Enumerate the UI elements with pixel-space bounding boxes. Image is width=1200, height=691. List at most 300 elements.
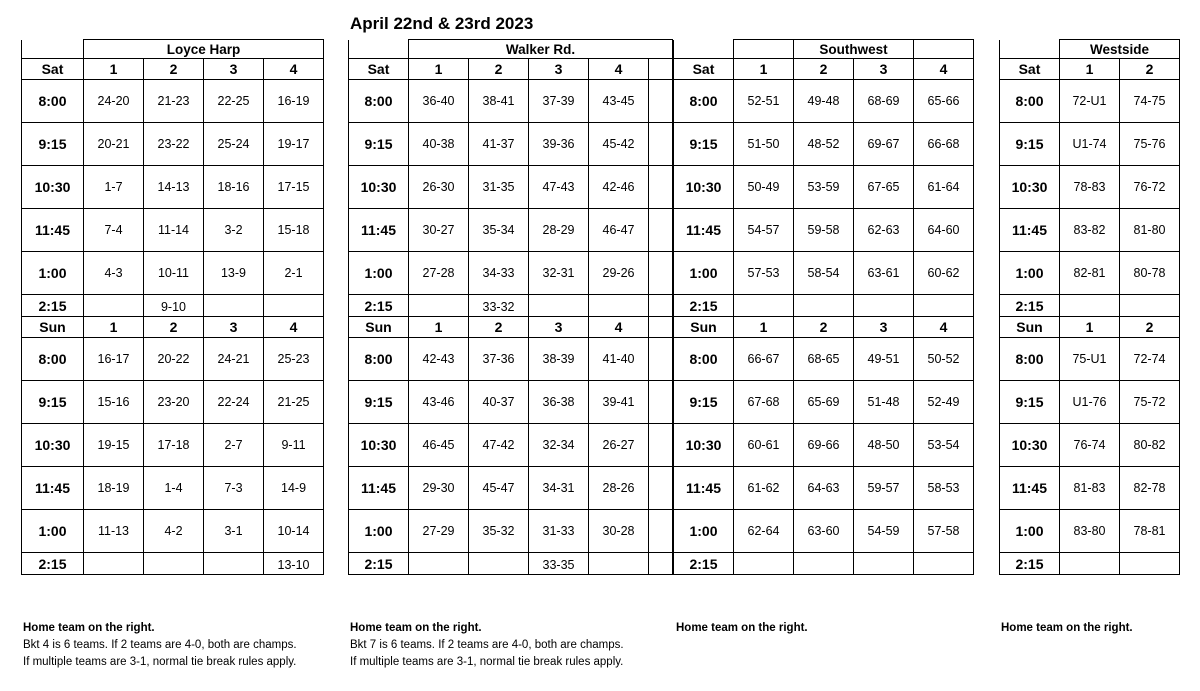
time-slot-row — [1000, 166, 1180, 209]
court-header: 1 — [1060, 59, 1120, 80]
game-cell: 43-45 — [589, 80, 649, 123]
game-cell: 34-31 — [529, 467, 589, 510]
game-cell: 9-11 — [264, 424, 324, 467]
game-cell: 63-60 — [794, 510, 854, 553]
game-cell: 66-68 — [914, 123, 974, 166]
day-label: Sat — [1000, 59, 1060, 80]
time-label: 1:00 — [349, 252, 409, 295]
court-header: 2 — [794, 317, 854, 338]
game-cell: 17-18 — [144, 424, 204, 467]
court-header: 3 — [529, 59, 589, 80]
game-cell: 10-14 — [264, 510, 324, 553]
game-cell: 37-39 — [529, 80, 589, 123]
spacer-cell — [649, 381, 673, 424]
game-cell: 49-51 — [854, 338, 914, 381]
time-slot-row — [22, 381, 324, 424]
game-cell: 50-52 — [914, 338, 974, 381]
time-slot-row — [1000, 424, 1180, 467]
day-label: Sat — [674, 59, 734, 80]
spacer-cell — [649, 80, 673, 123]
game-cell: 13-10 — [264, 553, 324, 575]
game-cell: 38-41 — [469, 80, 529, 123]
notes-walker-rd — [350, 620, 624, 671]
game-cell — [914, 553, 974, 575]
game-cell: 15-18 — [264, 209, 324, 252]
game-cell: 35-32 — [469, 510, 529, 553]
game-cell: 82-78 — [1120, 467, 1180, 510]
game-cell: 25-24 — [204, 123, 264, 166]
time-slot-row — [22, 123, 324, 166]
game-cell: 23-22 — [144, 123, 204, 166]
court-header: 4 — [914, 317, 974, 338]
game-cell: 11-14 — [144, 209, 204, 252]
time-label: 9:15 — [349, 381, 409, 424]
court-header: 4 — [914, 59, 974, 80]
game-cell — [734, 295, 794, 317]
game-cell: 46-47 — [589, 209, 649, 252]
court-header: 3 — [204, 59, 264, 80]
game-cell: 34-33 — [469, 252, 529, 295]
time-slot-row — [1000, 381, 1180, 424]
game-cell: 16-19 — [264, 80, 324, 123]
game-cell — [794, 295, 854, 317]
court-header: 2 — [469, 317, 529, 338]
time-label: 10:30 — [22, 166, 84, 209]
note-line: Home team on the right. — [23, 622, 155, 634]
venue-header-blank — [1000, 40, 1060, 59]
game-cell: 40-37 — [469, 381, 529, 424]
game-cell: 68-65 — [794, 338, 854, 381]
game-cell: 62-63 — [854, 209, 914, 252]
time-slot-row — [674, 553, 974, 575]
time-slot-row — [1000, 338, 1180, 381]
time-label: 1:00 — [349, 510, 409, 553]
game-cell: 3-1 — [204, 510, 264, 553]
game-cell: 48-50 — [854, 424, 914, 467]
spacer-cell — [649, 59, 673, 80]
time-label: 11:45 — [22, 467, 84, 510]
note-line: Home team on the right. — [350, 622, 482, 634]
game-cell: 69-67 — [854, 123, 914, 166]
day-label: Sun — [349, 317, 409, 338]
game-cell: 52-49 — [914, 381, 974, 424]
game-cell: 75-76 — [1120, 123, 1180, 166]
game-cell: 68-69 — [854, 80, 914, 123]
game-cell: 36-38 — [529, 381, 589, 424]
time-slot-row — [22, 166, 324, 209]
game-cell: 4-2 — [144, 510, 204, 553]
time-slot-row — [674, 166, 974, 209]
game-cell: 17-15 — [264, 166, 324, 209]
game-cell: 80-82 — [1120, 424, 1180, 467]
game-cell: 40-38 — [409, 123, 469, 166]
game-cell: 58-53 — [914, 467, 974, 510]
game-cell — [264, 295, 324, 317]
time-slot-row — [349, 209, 673, 252]
venue-name: Southwest — [794, 40, 914, 59]
note-line: Home team on the right. — [676, 622, 808, 634]
time-label: 1:00 — [674, 252, 734, 295]
game-cell — [914, 295, 974, 317]
game-cell: 57-58 — [914, 510, 974, 553]
court-header: 4 — [264, 317, 324, 338]
venue-header-blank — [349, 40, 409, 59]
time-label: 1:00 — [674, 510, 734, 553]
time-slot-row — [674, 252, 974, 295]
game-cell: 26-30 — [409, 166, 469, 209]
game-cell: 32-31 — [529, 252, 589, 295]
game-cell: 14-9 — [264, 467, 324, 510]
time-label: 9:15 — [1000, 381, 1060, 424]
game-cell: 78-81 — [1120, 510, 1180, 553]
game-cell: 14-13 — [144, 166, 204, 209]
game-cell: 1-4 — [144, 467, 204, 510]
venue-panel-southwest — [673, 39, 974, 575]
time-label: 2:15 — [22, 553, 84, 575]
time-label: 11:45 — [349, 467, 409, 510]
game-cell: 22-25 — [204, 80, 264, 123]
time-slot-row — [674, 295, 974, 317]
court-header: 1 — [1060, 317, 1120, 338]
game-cell: 4-3 — [84, 252, 144, 295]
game-cell — [734, 553, 794, 575]
game-cell: 25-23 — [264, 338, 324, 381]
spacer-cell — [649, 252, 673, 295]
time-slot-row — [674, 467, 974, 510]
time-slot-row — [22, 80, 324, 123]
page-title: April 22nd & 23rd 2023 — [350, 14, 534, 33]
time-label: 10:30 — [349, 166, 409, 209]
game-cell — [589, 553, 649, 575]
game-cell: 24-21 — [204, 338, 264, 381]
court-header: 1 — [84, 317, 144, 338]
game-cell: 65-69 — [794, 381, 854, 424]
game-cell: 76-72 — [1120, 166, 1180, 209]
time-label: 10:30 — [1000, 424, 1060, 467]
game-cell: 51-48 — [854, 381, 914, 424]
time-label: 9:15 — [349, 123, 409, 166]
day-label: Sun — [22, 317, 84, 338]
time-label: 9:15 — [22, 381, 84, 424]
game-cell: 3-2 — [204, 209, 264, 252]
court-header: 1 — [409, 59, 469, 80]
game-cell: 57-53 — [734, 252, 794, 295]
game-cell — [854, 295, 914, 317]
schedule-table — [999, 39, 1180, 575]
game-cell: 72-U1 — [1060, 80, 1120, 123]
time-slot-row — [22, 553, 324, 575]
time-label: 2:15 — [674, 295, 734, 317]
time-slot-row — [22, 510, 324, 553]
note-line: If multiple teams are 3-1, normal tie break rules apply. — [350, 656, 624, 668]
game-cell: 22-24 — [204, 381, 264, 424]
court-header: 2 — [469, 59, 529, 80]
court-header: 2 — [794, 59, 854, 80]
time-label: 10:30 — [674, 166, 734, 209]
spacer-cell — [649, 295, 673, 317]
spacer-cell — [649, 553, 673, 575]
game-cell: 54-57 — [734, 209, 794, 252]
game-cell: 83-80 — [1060, 510, 1120, 553]
spacer-cell — [649, 317, 673, 338]
game-cell: 69-66 — [794, 424, 854, 467]
venue-panel-westside — [999, 39, 1180, 575]
game-cell: 9-10 — [144, 295, 204, 317]
spacer-cell — [649, 338, 673, 381]
game-cell: 33-35 — [529, 553, 589, 575]
schedule-table — [21, 39, 324, 575]
game-cell: 39-41 — [589, 381, 649, 424]
game-cell — [144, 553, 204, 575]
time-slot-row — [349, 424, 673, 467]
time-label: 8:00 — [22, 80, 84, 123]
game-cell: 31-35 — [469, 166, 529, 209]
time-slot-row — [1000, 467, 1180, 510]
time-label: 11:45 — [349, 209, 409, 252]
court-header: 4 — [589, 59, 649, 80]
time-slot-row — [349, 467, 673, 510]
game-cell — [1120, 295, 1180, 317]
time-label: 9:15 — [1000, 123, 1060, 166]
game-cell: 13-9 — [204, 252, 264, 295]
game-cell: 24-20 — [84, 80, 144, 123]
game-cell: 18-19 — [84, 467, 144, 510]
game-cell: 47-43 — [529, 166, 589, 209]
game-cell: 16-17 — [84, 338, 144, 381]
game-cell: 19-15 — [84, 424, 144, 467]
day-label: Sun — [1000, 317, 1060, 338]
game-cell: 21-25 — [264, 381, 324, 424]
game-cell: U1-74 — [1060, 123, 1120, 166]
time-slot-row — [349, 166, 673, 209]
game-cell: 2-7 — [204, 424, 264, 467]
time-label: 9:15 — [674, 123, 734, 166]
game-cell: 21-23 — [144, 80, 204, 123]
time-label: 11:45 — [674, 467, 734, 510]
game-cell — [854, 553, 914, 575]
game-cell: 53-59 — [794, 166, 854, 209]
game-cell: U1-76 — [1060, 381, 1120, 424]
court-header: 2 — [144, 317, 204, 338]
game-cell: 20-22 — [144, 338, 204, 381]
game-cell: 78-83 — [1060, 166, 1120, 209]
time-slot-row — [1000, 80, 1180, 123]
game-cell: 64-60 — [914, 209, 974, 252]
time-slot-row — [674, 381, 974, 424]
game-cell: 50-49 — [734, 166, 794, 209]
time-slot-row — [1000, 123, 1180, 166]
day-label: Sat — [349, 59, 409, 80]
court-header: 4 — [264, 59, 324, 80]
game-cell: 39-36 — [529, 123, 589, 166]
venue-header-blank — [734, 40, 794, 59]
time-slot-row — [349, 123, 673, 166]
game-cell — [204, 553, 264, 575]
time-label: 8:00 — [674, 338, 734, 381]
game-cell: 49-48 — [794, 80, 854, 123]
court-header: 1 — [84, 59, 144, 80]
time-label: 11:45 — [1000, 209, 1060, 252]
court-header: 3 — [529, 317, 589, 338]
game-cell — [84, 553, 144, 575]
court-header: 1 — [409, 317, 469, 338]
court-header: 2 — [144, 59, 204, 80]
time-slot-row — [22, 467, 324, 510]
game-cell: 58-54 — [794, 252, 854, 295]
game-cell — [1060, 295, 1120, 317]
game-cell: 18-16 — [204, 166, 264, 209]
time-label: 1:00 — [22, 510, 84, 553]
game-cell: 29-26 — [589, 252, 649, 295]
time-slot-row — [22, 338, 324, 381]
game-cell: 66-67 — [734, 338, 794, 381]
game-cell: 53-54 — [914, 424, 974, 467]
time-slot-row — [349, 553, 673, 575]
time-label: 2:15 — [349, 295, 409, 317]
game-cell: 51-50 — [734, 123, 794, 166]
schedule-table — [673, 39, 974, 575]
game-cell: 42-43 — [409, 338, 469, 381]
game-cell: 83-82 — [1060, 209, 1120, 252]
time-label: 11:45 — [1000, 467, 1060, 510]
game-cell — [589, 295, 649, 317]
time-slot-row — [349, 338, 673, 381]
game-cell: 27-29 — [409, 510, 469, 553]
game-cell: 32-34 — [529, 424, 589, 467]
game-cell: 48-52 — [794, 123, 854, 166]
time-label: 2:15 — [349, 553, 409, 575]
game-cell: 20-21 — [84, 123, 144, 166]
time-slot-row — [674, 424, 974, 467]
time-label: 11:45 — [674, 209, 734, 252]
game-cell: 1-7 — [84, 166, 144, 209]
game-cell: 41-37 — [469, 123, 529, 166]
time-label: 8:00 — [349, 338, 409, 381]
time-slot-row — [674, 123, 974, 166]
game-cell: 23-20 — [144, 381, 204, 424]
game-cell — [1120, 553, 1180, 575]
spacer-cell — [649, 209, 673, 252]
court-header: 1 — [734, 59, 794, 80]
time-slot-row — [22, 424, 324, 467]
time-label: 10:30 — [349, 424, 409, 467]
venue-header-blank — [674, 40, 734, 59]
court-header: 2 — [1120, 317, 1180, 338]
game-cell: 60-62 — [914, 252, 974, 295]
time-label: 8:00 — [1000, 338, 1060, 381]
day-label: Sat — [22, 59, 84, 80]
game-cell: 10-11 — [144, 252, 204, 295]
game-cell: 15-16 — [84, 381, 144, 424]
time-label: 8:00 — [22, 338, 84, 381]
spacer-cell — [649, 123, 673, 166]
time-label: 1:00 — [1000, 510, 1060, 553]
game-cell: 62-64 — [734, 510, 794, 553]
game-cell: 54-59 — [854, 510, 914, 553]
time-label: 2:15 — [674, 553, 734, 575]
game-cell: 19-17 — [264, 123, 324, 166]
game-cell: 81-83 — [1060, 467, 1120, 510]
game-cell: 64-63 — [794, 467, 854, 510]
note-line: Bkt 7 is 6 teams. If 2 teams are 4-0, both are champs. — [350, 639, 624, 651]
time-label: 10:30 — [1000, 166, 1060, 209]
time-slot-row — [674, 510, 974, 553]
game-cell: 26-27 — [589, 424, 649, 467]
game-cell: 60-61 — [734, 424, 794, 467]
time-label: 10:30 — [22, 424, 84, 467]
game-cell: 36-40 — [409, 80, 469, 123]
notes-southwest — [676, 620, 808, 637]
venue-name: Walker Rd. — [409, 40, 673, 59]
game-cell: 37-36 — [469, 338, 529, 381]
game-cell: 11-13 — [84, 510, 144, 553]
game-cell: 52-51 — [734, 80, 794, 123]
time-label: 2:15 — [1000, 295, 1060, 317]
game-cell: 45-42 — [589, 123, 649, 166]
game-cell: 74-75 — [1120, 80, 1180, 123]
game-cell: 38-39 — [529, 338, 589, 381]
time-slot-row — [674, 80, 974, 123]
court-header: 1 — [734, 317, 794, 338]
time-slot-row — [1000, 553, 1180, 575]
time-slot-row — [1000, 209, 1180, 252]
time-slot-row — [674, 209, 974, 252]
game-cell: 33-32 — [469, 295, 529, 317]
venue-header-blank — [914, 40, 974, 59]
game-cell — [1060, 553, 1120, 575]
note-line: Bkt 4 is 6 teams. If 2 teams are 4-0, both are champs. — [23, 639, 297, 651]
game-cell — [84, 295, 144, 317]
note-line: Home team on the right. — [1001, 622, 1133, 634]
time-label: 1:00 — [22, 252, 84, 295]
game-cell: 43-46 — [409, 381, 469, 424]
time-slot-row — [674, 338, 974, 381]
game-cell — [529, 295, 589, 317]
game-cell: 81-80 — [1120, 209, 1180, 252]
game-cell: 76-74 — [1060, 424, 1120, 467]
court-header: 3 — [854, 317, 914, 338]
game-cell: 75-72 — [1120, 381, 1180, 424]
game-cell — [469, 553, 529, 575]
game-cell: 67-68 — [734, 381, 794, 424]
notes-westside — [1001, 620, 1133, 637]
game-cell: 31-33 — [529, 510, 589, 553]
game-cell: 80-78 — [1120, 252, 1180, 295]
time-label: 8:00 — [349, 80, 409, 123]
time-slot-row — [1000, 295, 1180, 317]
time-label: 2:15 — [1000, 553, 1060, 575]
spacer-cell — [649, 510, 673, 553]
game-cell: 30-27 — [409, 209, 469, 252]
time-label: 10:30 — [674, 424, 734, 467]
game-cell: 7-3 — [204, 467, 264, 510]
court-header: 3 — [854, 59, 914, 80]
time-label: 1:00 — [1000, 252, 1060, 295]
venue-panel-walker-rd — [348, 39, 673, 575]
time-label: 11:45 — [22, 209, 84, 252]
time-slot-row — [349, 381, 673, 424]
time-slot-row — [22, 295, 324, 317]
time-label: 9:15 — [674, 381, 734, 424]
game-cell: 41-40 — [589, 338, 649, 381]
time-slot-row — [1000, 252, 1180, 295]
venue-name: Westside — [1060, 40, 1180, 59]
venue-panel-loyce-harp — [21, 39, 324, 575]
time-label: 2:15 — [22, 295, 84, 317]
game-cell: 47-42 — [469, 424, 529, 467]
game-cell: 65-66 — [914, 80, 974, 123]
notes-loyce-harp — [23, 620, 297, 671]
